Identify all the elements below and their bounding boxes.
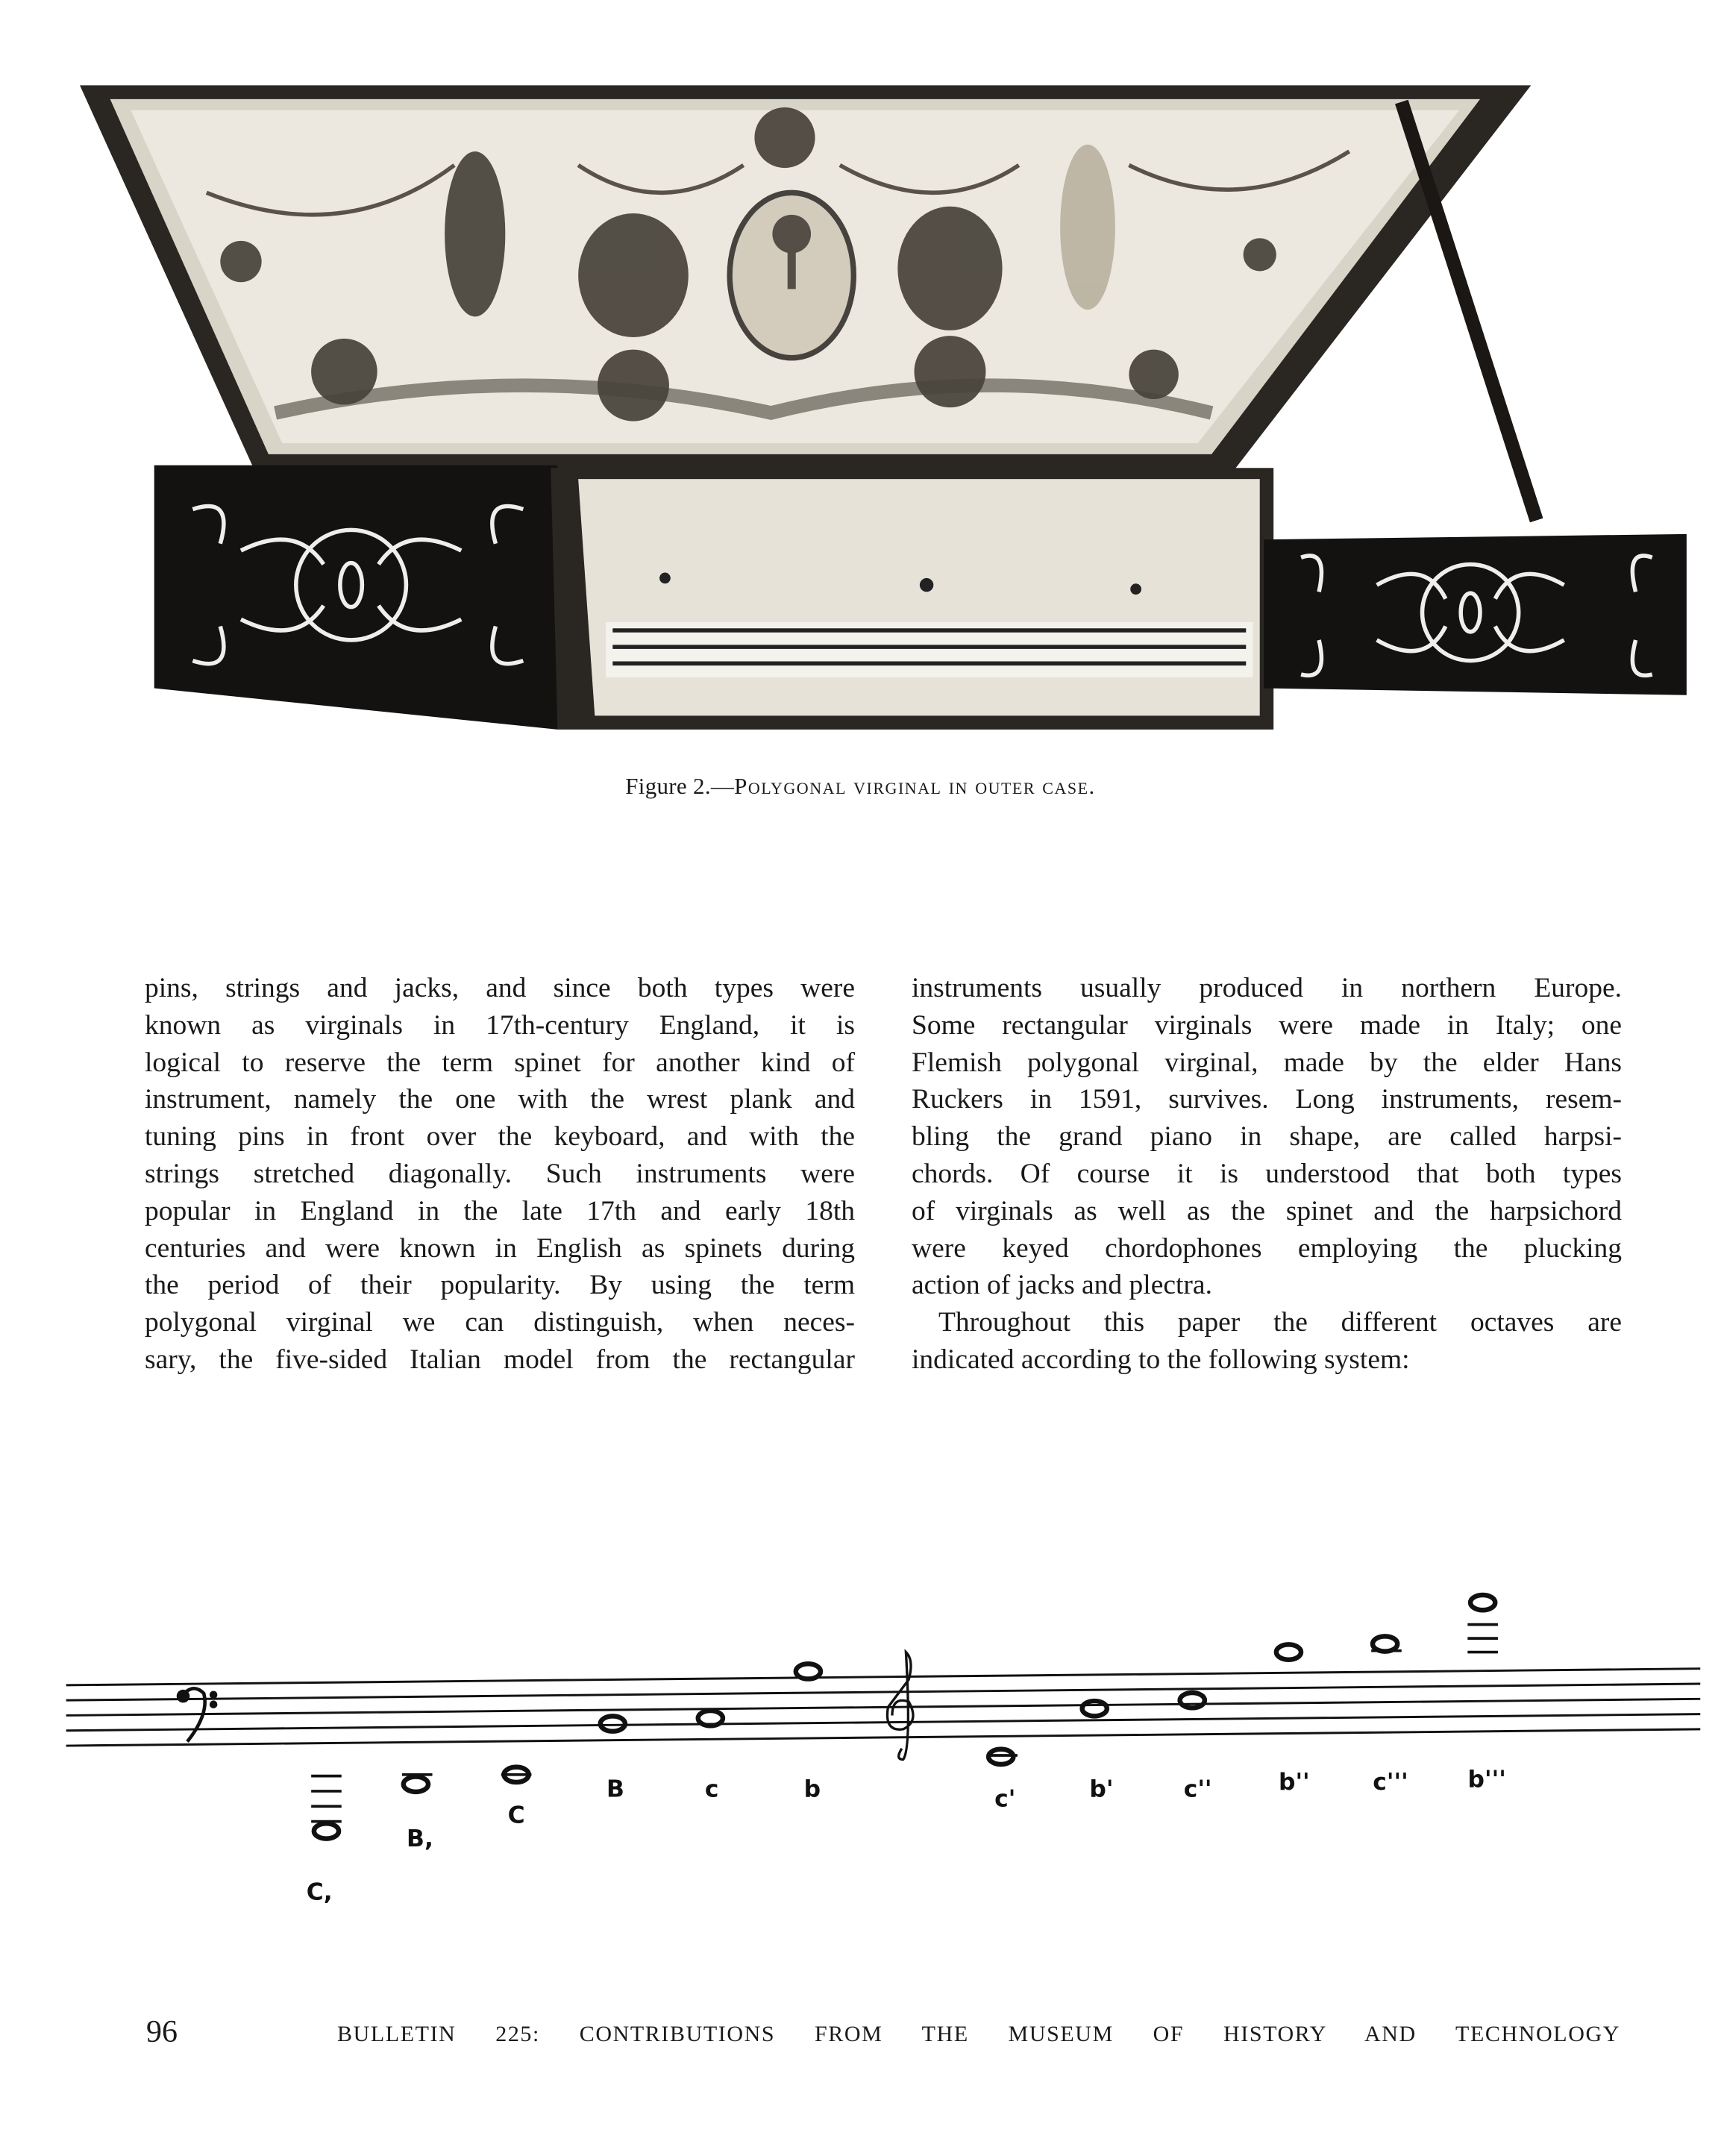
text-line: strings stretched diagonally. Such instruments were	[145, 1158, 855, 1189]
text-line: instrument, namely the one with the wrest plank and	[145, 1084, 855, 1115]
text-line: Ruckers in 1591, survives. Long instruments, resem-	[912, 1084, 1622, 1115]
whole-note	[988, 1749, 1013, 1764]
text-line: sary, the five-sided Italian model from the rectangular	[145, 1344, 855, 1375]
text-line: pins, strings and jacks, and since both types were	[145, 973, 855, 1003]
whole-note	[1276, 1644, 1301, 1659]
note-label: b	[803, 1776, 821, 1803]
whole-note	[1373, 1636, 1397, 1651]
text-line: Some rectangular virginals were made in Italy; one	[912, 1009, 1622, 1041]
text-line: Flemish polygonal virginal, made by the elder Hans	[912, 1047, 1622, 1078]
note-label: b''	[1278, 1769, 1310, 1796]
running-title: BULLETIN 225: CONTRIBUTIONS FROM THE MUSEUM OF HISTORY AND TECHNOLOGY	[337, 2022, 1620, 2046]
whole-note	[698, 1711, 723, 1726]
text-line: were keyed chordophones employing the plucking	[912, 1232, 1622, 1264]
text-line: popular in England in the late 17th and early 18th	[145, 1195, 855, 1226]
page-number: 96	[146, 2015, 178, 2049]
note-label: B,	[407, 1825, 433, 1852]
text-line: action of jacks and plectra.	[912, 1270, 1212, 1301]
text-line: tuning pins in front over the keyboard, and with the	[145, 1121, 855, 1153]
whole-note	[404, 1777, 428, 1792]
text-line: the period of their popularity. By using the term	[145, 1270, 855, 1301]
note-heads	[314, 1595, 1495, 1839]
whole-note	[1082, 1701, 1107, 1716]
text-line: polygonal virginal we can distinguish, when neces-	[145, 1307, 855, 1338]
caption-prefix: Figure 2.—	[625, 773, 735, 799]
text-line: bling the grand piano in shape, are called harpsi-	[912, 1121, 1622, 1153]
treble-clef-icon	[887, 1652, 913, 1760]
text-line: Throughout this paper the different octaves are	[938, 1307, 1622, 1338]
note-label: c'''	[1373, 1769, 1408, 1796]
text-line: centuries and were known in English as spinets during	[145, 1232, 855, 1264]
staff-lines	[66, 1669, 1701, 1746]
text-line: instruments usually produced in northern Europe.	[912, 973, 1622, 1003]
caption-text: Polygonal virginal in outer case.	[734, 773, 1096, 799]
note-label: c'	[994, 1785, 1016, 1813]
note-label: c''	[1183, 1776, 1212, 1803]
note-label: C	[507, 1802, 525, 1829]
note-label: b'	[1089, 1776, 1114, 1803]
note-labels	[307, 1766, 1506, 1905]
note-label: c	[704, 1776, 719, 1803]
whole-note	[601, 1716, 625, 1731]
whole-note	[796, 1664, 821, 1679]
text-line: known as virginals in 17th-century England, it is	[145, 1009, 855, 1041]
whole-note	[1180, 1693, 1205, 1708]
text-line: of virginals as well as the spinet and the harpsichord	[912, 1195, 1622, 1226]
whole-note	[314, 1823, 339, 1838]
note-label: b'''	[1467, 1766, 1506, 1793]
note-label: C,	[306, 1878, 333, 1906]
text-line: indicated according to the following system:	[912, 1344, 1410, 1375]
text-line: chords. Of course it is understood that both types	[912, 1158, 1622, 1189]
text-line: logical to reserve the term spinet for another kind of	[145, 1047, 855, 1078]
note-label: B	[606, 1776, 624, 1803]
whole-note	[1470, 1595, 1495, 1610]
